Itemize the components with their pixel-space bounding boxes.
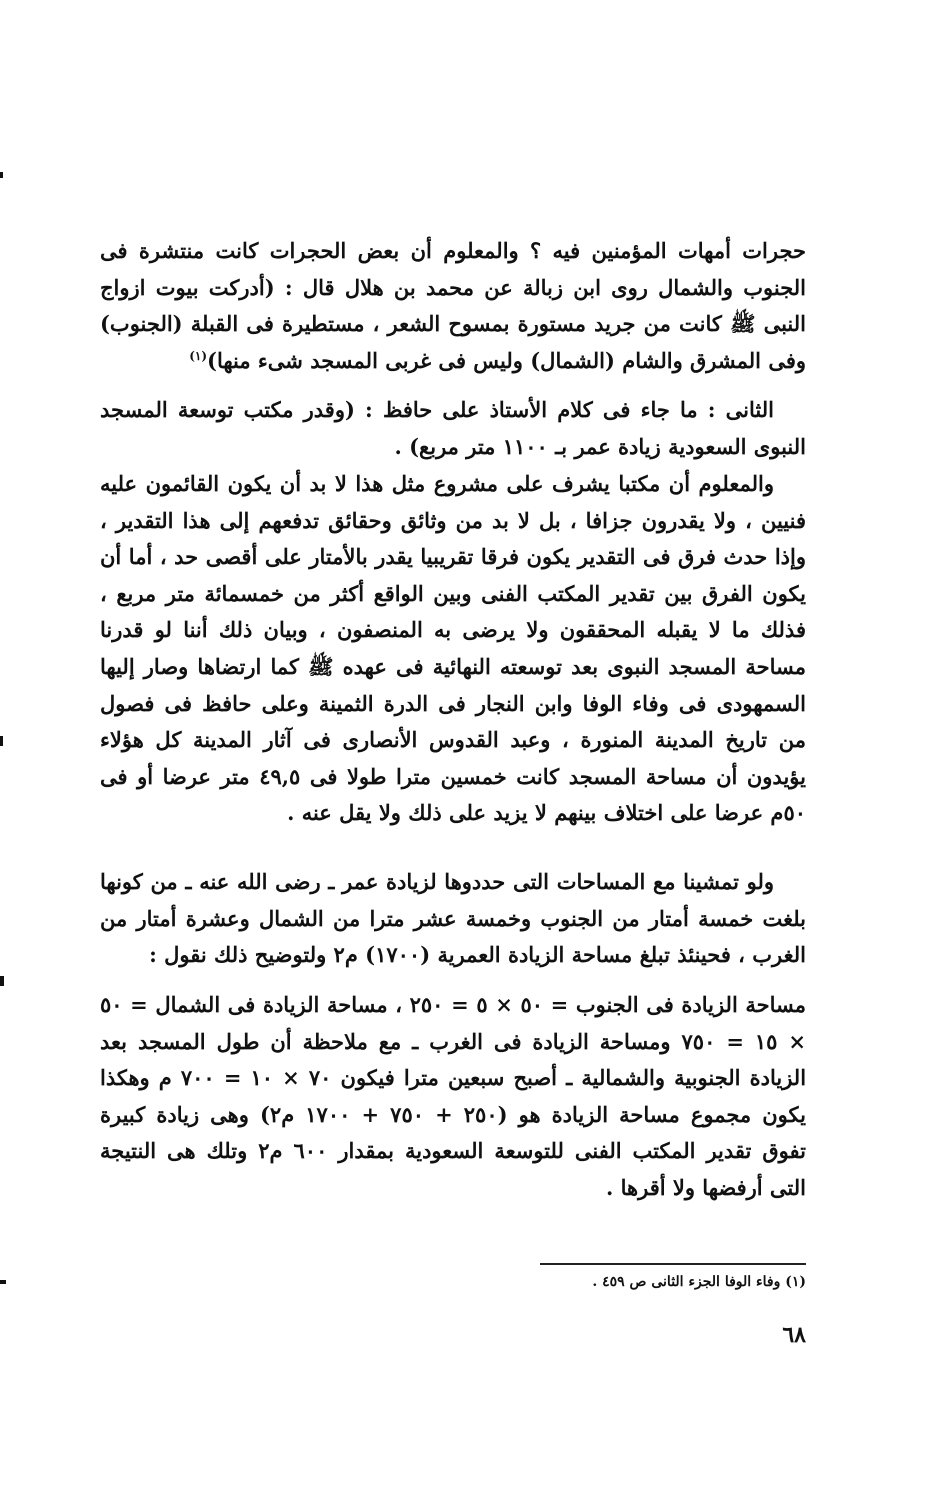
scan-mark [0, 172, 3, 178]
paragraph-5 [100, 987, 806, 1207]
paragraph-1 [100, 233, 806, 379]
page-number: ٦٨ [782, 1322, 806, 1348]
paragraph-1-text: حجرات أمهات المؤمنين فيه ؟ والمعلوم أن بعض الحجرات كانت منتشرة فى الجنوب والشمال روى ابن زبالة عن محمد بن هلال قال : (أدركت بيوت ازواج النبى ﷺ كانت من جريد مستورة بمسوح الشعر ، مستطيرة فى القبلة (الجنوب) وفى المشرق والشام (الشمال) وليس فى غربى المسجد شىء منها) [100, 238, 806, 373]
paragraph-3-text: والمعلوم أن مكتبا يشرف على مشروع مثل هذا لا بد أن يكون القائمون عليه فنيين ، ولا يقدرون جزافا ، بل لا بد من وثائق وحقائق تدفعهم إلى هذا التقدير ، وإذا حدث فرق فى التقدير يكون فرقا تقريبيا يقدر بالأمتار على أقصى حد ، أما أن يكون الفرق بين تقدير المكتب الفنى وبين الواقع أكثر من خمسمائة متر مربع ، فذلك ما لا يقبله المحققون ولا يرضى به المنصفون ، وبيان ذلك أننا لو قدرنا مساحة المسجد النبوى بعد توسعته النهائية فى عهده ﷺ كما ارتضاها وصار إليها السمهودى فى وفاء الوفا وابن النجار فى الدرة الثمينة وعلى حافظ فى فصول من تاريخ المدينة المنورة ، وعبد القدوس الأنصارى فى آثار المدينة كل هؤلاء يؤيدون أن مساحة المسجد كانت خمسين مترا طولا فى ٤٩,٥ متر عرضا أو فى ٥٠م عرضا على اختلاف بينهم لا يزيد على ذلك ولا يقل عنه . [100, 471, 806, 826]
scan-mark [0, 976, 4, 986]
footnote: (١) وفاء الوفا الجزء الثانى ص ٤٥٩ . [592, 1274, 806, 1290]
paragraph-2 [100, 392, 806, 465]
paragraph-2-text: الثانى : ما جاء فى كلام الأستاذ على حافظ : (وقدر مكتب توسعة المسجد النبوى السعودية زيادة عمر بـ ١١٠٠ متر مربع) . [100, 397, 806, 459]
footnote-reference: (١) [189, 348, 208, 363]
footnote-divider [540, 1263, 806, 1265]
paragraph-5-text: مساحة الزيادة فى الجنوب = ٥٠ × ٥ = ٢٥٠ ، مساحة الزيادة فى الشمال = ٥٠ × ١٥ = ٧٥٠ ومساحة الزيادة فى الغرب ـ مع ملاحظة أن طول المسجد بعد الزيادة الجنوبية والشمالية ـ أصبح سبعين مترا فيكون ٧٠ × ١٠ = ٧٠٠ م وهكذا يكون مجموع مساحة الزيادة هو (٢٥٠ + ٧٥٠ + ١٧٠٠ م٢) وهى زيادة كبيرة تفوق تقدير المكتب الفنى للتوسعة السعودية بمقدار ٦٠٠ م٢ وتلك هى النتيجة التى أرفضها ولا أقرها . [100, 992, 807, 1200]
paragraph-4 [100, 864, 806, 974]
scan-mark [0, 736, 3, 746]
paragraph-3 [100, 466, 806, 832]
scan-mark [0, 1280, 6, 1284]
paragraph-4-text: ولو تمشينا مع المساحات التى حددوها لزيادة عمر ـ رضى الله عنه ـ من كونها بلغت خمسة أمتار من الجنوب وخمسة عشر مترا من الشمال وعشرة أمتار من الغرب ، فحينئذ تبلغ مساحة الزيادة العمرية (١٧٠٠) م٢ ولتوضيح ذلك نقول : [100, 869, 806, 968]
